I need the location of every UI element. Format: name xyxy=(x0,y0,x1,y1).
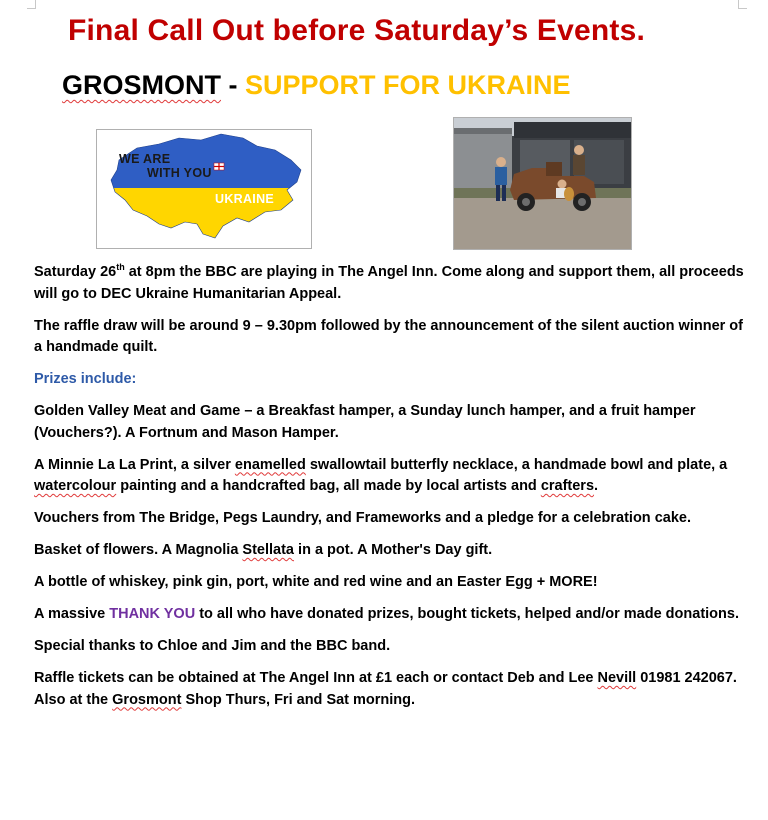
band-photo-image xyxy=(453,117,632,250)
thank-you-highlight: THANK YOU xyxy=(109,606,196,622)
subtitle-grosmont: GROSMONT xyxy=(62,70,221,100)
band-photo-graphic xyxy=(454,118,631,249)
paragraph-raffle-draw: The raffle draw will be around 9 – 9.30pm followed by the announcement of the silent auction winner of a handmade quilt. xyxy=(34,317,743,355)
paragraph-flowers: Basket of flowers. A Magnolia Stellata in a pot. A Mother's Day gift. xyxy=(34,542,493,558)
subtitle-separator: - xyxy=(221,70,245,100)
subtitle-support-ukraine: SUPPORT FOR UKRAINE xyxy=(245,70,571,100)
document-body xyxy=(34,262,754,722)
ukraine-map-image xyxy=(96,129,312,249)
paragraph-drinks: A bottle of whiskey, pink gin, port, white and red wine and an Easter Egg + MORE! xyxy=(34,574,598,590)
paragraph-raffle-tickets: Raffle tickets can be obtained at The Angel Inn at £1 each or contact Deb and Lee Nevill 01981 242067. Also at the Grosmont Shop Thurs, Fri and Sat morning. xyxy=(34,670,737,708)
paragraph-thank-you: A massive THANK YOU to all who have donated prizes, bought tickets, helped and/or made donations. xyxy=(34,606,739,622)
page-title: Final Call Out before Saturday’s Events. xyxy=(68,14,646,47)
paragraph-artists: A Minnie La La Print, a silver enamelled swallowtail butterfly necklace, a handmade bowl and plate, a watercolour painting and a handcrafted bag, all made by local artists and crafters. xyxy=(34,456,728,494)
map-text-with-you: WITH YOU xyxy=(147,166,212,180)
page-subtitle xyxy=(62,70,571,101)
paragraph-vouchers: Vouchers from The Bridge, Pegs Laundry, and Frameworks and a pledge for a celebration cake. xyxy=(34,510,691,526)
paragraph-event-time: Saturday 26th at 8pm the BBC are playing in The Angel Inn. Come along and support them, all proceeds will go to DEC Ukraine Humanitarian Appeal. xyxy=(34,262,744,302)
map-text-ukraine: UKRAINE xyxy=(215,192,275,206)
map-text-we-are: WE ARE xyxy=(119,152,171,166)
ukraine-map-graphic xyxy=(97,130,311,248)
page-corner-mark-left xyxy=(27,0,36,9)
paragraph-special-thanks: Special thanks to Chloe and Jim and the BBC band. xyxy=(34,638,391,654)
page-corner-mark-right xyxy=(738,0,747,9)
prizes-heading: Prizes include: xyxy=(34,371,137,387)
paragraph-hampers: Golden Valley Meat and Game – a Breakfast hamper, a Sunday lunch hamper, and a fruit hamper (Vouchers?). A Fortnum and Mason Hamper. xyxy=(34,403,696,441)
